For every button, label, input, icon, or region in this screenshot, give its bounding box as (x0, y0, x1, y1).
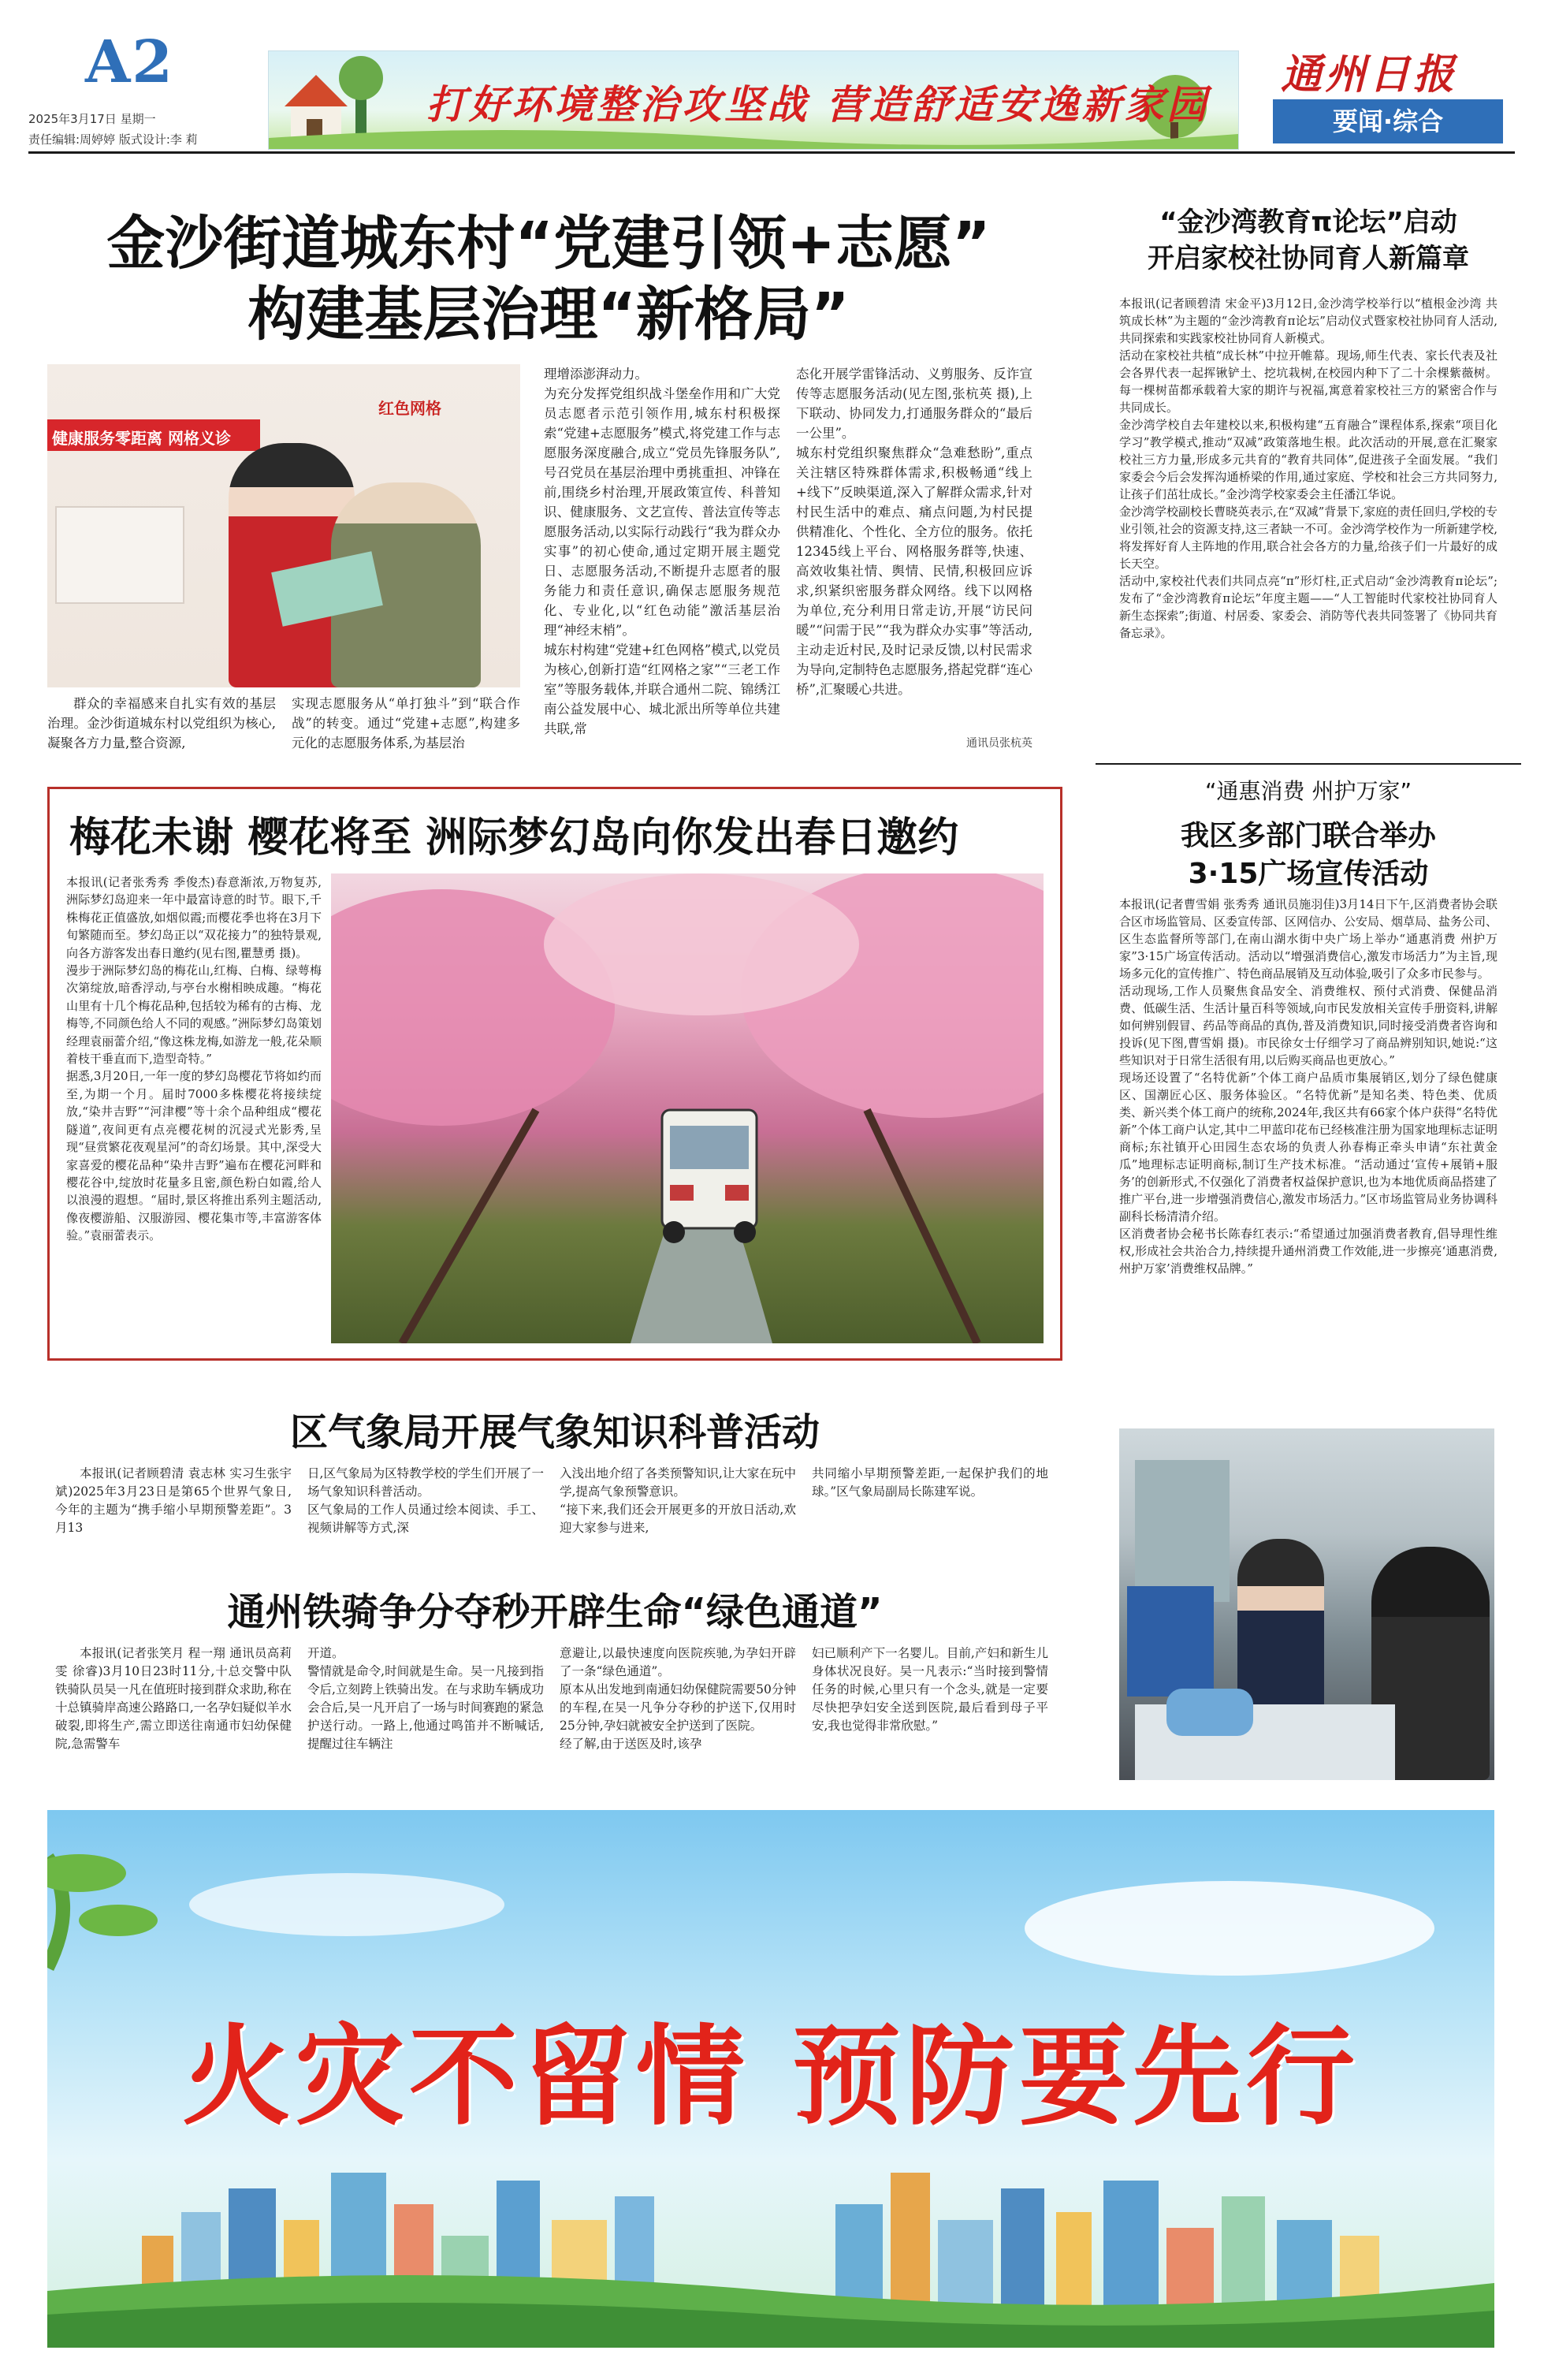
photo-banner-stand (1127, 1586, 1214, 1697)
issue-date: 2025年3月17日 星期一 (28, 112, 156, 126)
rail-col1: 本报讯(记者张笑月 程一翔 通讯员高莉雯 徐睿)3月10日23时11分,十总交警中队铁骑队员吴一凡在值班时接到群众求助,称在十总镇骑岸高速公路路口,一名孕妇疑似羊水破裂,即将生产,需立即送往南通市妇幼保健院,急需警车 (55, 1646, 292, 1751)
article1-title-line2: 构建基层治理“新格局” (247, 281, 850, 348)
editor-credits: 责任编辑:周婷婷 版式设计:李 莉 (28, 132, 198, 147)
fire-safety-slogan: 火灾不留情 预防要先行 (181, 2013, 1360, 2140)
consumer-kicker: “通惠消费 州护万家” (1205, 778, 1412, 804)
plum-title: 梅花未谢 樱花将至 洲际梦幻岛向你发出春日邀约 (69, 814, 959, 862)
consumer-body: 本报讯(记者曹雪娟 张秀秀 通讯员施羽佳)3月14日下午,区消费者协会联合区市场监管局、区委宣传部、区网信办、公安局、烟草局、盐务公司、区生态监督所等部门,在南山湖水街中央广场上举办“通惠消费 州护万家”3·15广场宣传活动。活动以“增强消费信心,激发市场活力”为主旨,现场多元化的宣传推广、特色商品展销及互动体验,吸引了众多市民参与。 活动现场,工作人员聚焦食品安全、消费维权、预付式消费、保健品消费、低碳生活、生活计量百科等领域,向市民发放相关宣传手册资料,讲解如何辨别假冒、药品等商品的真伪,普及消费知识,同时接受消费者咨询和投诉(见下图,曹雪娟 摄)。市民徐女士仔细学习了商品辨别知识,她说:“这些知识对于日常生活很有用,以后购买商品也更放心。” 现场还设置了“名特优新”个体工商户品质市集展销区,划分了绿色健康区、国潮匠心区、服务体验区。“名特优新”是知名类、特色类、优质类、新兴类个体工商户的统称,2024年,我区共有66家个体户获得“名特优新”个体工商户认定,其中二甲蓝印花布已经核准注册为国家地理标志证明商标;东社镇开心田园生态农场的负责人孙春梅正牵头申请“东社黄金瓜”地理标志证明商标,制订生产技术标准。“活动通过‘宣传+展销+服务’的创新形式,不仅强化了消费者权益保护意识,也为本地优质商品搭建了推广平台,进一步增强消费信心,激发市场活力。”区市场监管局业务协调科副科长杨清清介绍。 区消费者协会秘书长陈春红表示:“希望通过加强消费者教育,倡导理性维权,形成社会共治合力,持续提升通州消费工作效能,进一步擦亮‘通惠消费,州护万家’消费维权品牌。” (1119, 897, 1498, 1276)
article1-col1: 群众的幸福感来自扎实有效的基层治理。金沙街道城东村以党组织为核心,凝聚各方力量,整合资源, (47, 696, 276, 751)
edu-body: 本报讯(记者顾碧清 宋金平)3月12日,金沙湾学校举行以“植根金沙湾 共筑成长林”为主题的“金沙湾教育π论坛”启动仪式暨家校社协同育人活动,共同探索和实践家校社协同育人新模式。 活动在家校社共植“成长林”中拉开帷幕。现场,师生代表、家长代表及社会各界代表一起挥锹铲土、挖坑栽树,在校园内种下了二十余棵紫薇树。每一棵树苗都承载着大家的期许与祝福,寓意着家校社三方的紧密合作与共同成长。 金沙湾学校自去年建校以来,积极构建“五育融合”课程体系,探索“项目化学习”教学模式,推动“双减”政策落地生根。此次活动的开展,意在汇聚家校社三方力量,形成多元共育的“教育共同体”,促进孩子全面发展。“我们家委会今后会发挥沟通桥梁的作用,通过家庭、学校和社会三方共同努力,让孩子们茁壮成长。”金沙湾学校家委会主任潘江华说。 金沙湾学校副校长曹晓英表示,在“双减”背景下,家庭的责任回归,学校的专业引领,社会的资源支持,这三者缺一不可。金沙湾学校作为一所新建学校,将发挥好育人主阵地的作用,联合社会各方的力量,给孩子们一片最好的成长天空。 活动中,家校社代表们共同点亮“π”形灯柱,正式启动“金沙湾教育π论坛”;发布了“金沙湾教育π论坛”年度主题——“人工智能时代家校社协同育人新生态探索”;街道、村居委、家委会、消防等代表共同签署了《协同共育备忘录》。 (1119, 296, 1497, 640)
newspaper-logo: 通州日报 (1281, 50, 1458, 99)
weather-col1: 本报讯(记者顾碧清 袁志林 实习生张宇斌)2025年3月23日是第65个世界气象日,今年的主题为“携手缩小早期预警差距”。3月13 (55, 1466, 292, 1535)
consumer-photo (1119, 1428, 1494, 1780)
weather-title: 区气象局开展气象知识科普活动 (289, 1410, 820, 1454)
photo-sign-text-2: 红色网格 (378, 399, 441, 418)
masthead-rule (28, 151, 1515, 154)
edu-title-line1: “金沙湾教育π论坛”启动 (1159, 207, 1457, 238)
article1-col4: 态化开展学雷锋活动、义剪服务、反诈宣传等志愿服务活动(见左图,张杭英 摄),上下联动、协同发力,打通服务群众的“最后一公里”。 城东村党组织聚焦群众“急难愁盼”,重点关注辖区特殊群体需求,积极畅通“线上+线下”反映渠道,深入了解群众需求,针对村民生活中的难点、痛点问题,为村民提供精准化、个性化、全方位的服务。依托12345线上平台、网格服务群等,快速、高效收集社情、舆情、民情,积极回应诉求,织紧织密服务群众网络。线下以网格为单位,充分利用日常走访,开展“访民问暖”“问需于民”“我为群众办实事”等活动,主动走近村民,及时记录反馈,以村民需求为导向,定制特色志愿服务,搭起党群“连心桥”,汇聚暖心共进。 (796, 367, 1032, 697)
rail-title: 通州铁骑争分夺秒开辟生命“绿色通道” (227, 1590, 883, 1634)
rail-col3: 意避让,以最快速度向医院疾驰,为孕妇开辟了一条“绿色通道”。 原本从出发地到南通妇幼保健院需要50分钟的车程,在吴一凡争分夺秒的护送下,仅用时25分钟,孕妇就被安全护送到了医院。 经了解,由于送医及时,该孕 (560, 1646, 796, 1751)
consumer-title-line2: 3·15广场宣传活动 (1188, 858, 1429, 890)
photo-desk (55, 506, 184, 604)
edu-title-line2: 开启家校社协同育人新篇章 (1148, 243, 1469, 274)
fire-safety-ad (47, 1810, 1494, 2348)
edu-divider (1096, 763, 1521, 765)
photo-building (1135, 1460, 1230, 1602)
photo-product-rice-bag (1166, 1689, 1253, 1736)
consumer-title-line1: 我区多部门联合举办 (1180, 820, 1436, 852)
article1-col3: 理增添澎湃动力。 为充分发挥党组织战斗堡垒作用和广大党员志愿者示范引领作用,城东村积极探索“党建+志愿服务”模式,将党建工作与志愿服务深度融合,成立“党员先锋服务队”,号召党员在基层治理中勇挑重担、冲锋在前,围绕乡村治理,开展政策宣传、科普知识、健康服务、文艺宣传、普法宣传等志愿服务活动,以实际行动践行“我为群众办实事”的初心使命,通过定期开展主题党日、志愿服务活动,不断提升志愿者的服务能力和责任意识,确保志愿服务规范化、专业化,以“红色动能”激活基层治理“神经末梢”。 城东村构建“党建+红色网格”模式,以党员为核心,创新打造“红网格之家”“三老工作室”等服务载体,并联合通州二院、锦绣江南公益发展中心、城北派出所等单位共建共联,常 (544, 367, 780, 736)
plum-body: 本报讯(记者张秀秀 季俊杰)春意渐浓,万物复苏,洲际梦幻岛迎来一年中最富诗意的时节。眼下,千株梅花正值盛放,如烟似霞;而樱花季也将在3月下旬繁随而至。梦幻岛正以“双花接力”的独特景观,向各方游客发出春日邀约(见右图,瞿慧勇 摄)。 漫步于洲际梦幻岛的梅花山,红梅、白梅、绿萼梅次第绽放,暗香浮动,与亭台水榭相映成趣。“梅花山里有十几个梅花品种,包括较为稀有的古梅、龙梅等,不同颜色给人不同的观感。”洲际梦幻岛策划经理袁丽蕾介绍,“像这株龙梅,如游龙一般,花朵顺着枝干垂直而下,造型奇特。” 据悉,3月20日,一年一度的梦幻岛樱花节将如约而至,为期一个月。届时7000多株樱花将接续绽放,“染井吉野”“河津樱”等十余个品种组成“樱花隧道”,夜间更有点亮樱花树的沉浸式光影秀,呈现“昼赏繁花夜观星河”的奇幻场景。其中,深受大家喜爱的樱花品种“染井吉野”遍布在樱花河畔和樱花谷中,绽放时花量多且密,颜色粉白如霞,给人以浪漫的遐想。“届时,景区将推出系列主题活动,像夜樱游船、汉服游园、樱花集市等,丰富游客体验。”袁丽蕾表示。 (66, 875, 322, 1243)
rail-col2: 开道。 警情就是命令,时间就是生命。吴一凡接到指令后,立刻跨上铁骑出发。在与求助车辆成功会合后,吴一凡开启了一场与时间赛跑的紧急护送行动。一路上,他通过鸣笛并不断喊话,提醒过往车辆注 (307, 1646, 544, 1751)
plum-scene (331, 873, 1044, 1343)
weather-col2: 日,区气象局为区特教学校的学生们开展了一场气象知识科普活动。 区气象局的工作人员通过绘本阅读、手工、视频讲解等方式,深 (307, 1466, 544, 1535)
photo-sign-text: 健康服务零距离 网格义诊 (52, 429, 231, 448)
weather-col4: 共同缩小早期预警差距,一起保护我们的地球。”区气象局副局长陈建军说。 (812, 1466, 1048, 1499)
article1-col2: 实现志愿服务从“单打独斗”到“联合作战”的转变。通过“党建+志愿”,构建多元化的志愿服务体系,为基层治 (292, 696, 520, 751)
article1-photo (47, 364, 520, 687)
article1-byline: 通讯员张杭英 (966, 737, 1032, 750)
rail-col4: 妇已顺利产下一名婴儿。目前,产妇和新生儿身体状况良好。吴一凡表示:“当时接到警情任务的时候,心里只有一个念头,就是一定要尽快把孕妇安全送到医院,最后看到母子平安,我也觉得非常欣慰。” (812, 1646, 1048, 1733)
environment-banner (268, 50, 1239, 150)
section-label: 要闻·综合 (1273, 99, 1503, 143)
page-number: A2 (85, 28, 174, 96)
weather-col3: 入浅出地介绍了各类预警知识,让大家在玩中学,提高气象预警意识。 “接下来,我们还会开展更多的开放日活动,欢迎大家参与进来, (560, 1466, 796, 1535)
banner-slogan: 打好环境整治攻坚战 营造舒适安逸新家园 (426, 81, 1210, 128)
masthead (0, 0, 1544, 150)
plum-photo (331, 873, 1044, 1343)
article1-title-line1: 金沙街道城东村“党建引领+志愿” (106, 210, 991, 277)
